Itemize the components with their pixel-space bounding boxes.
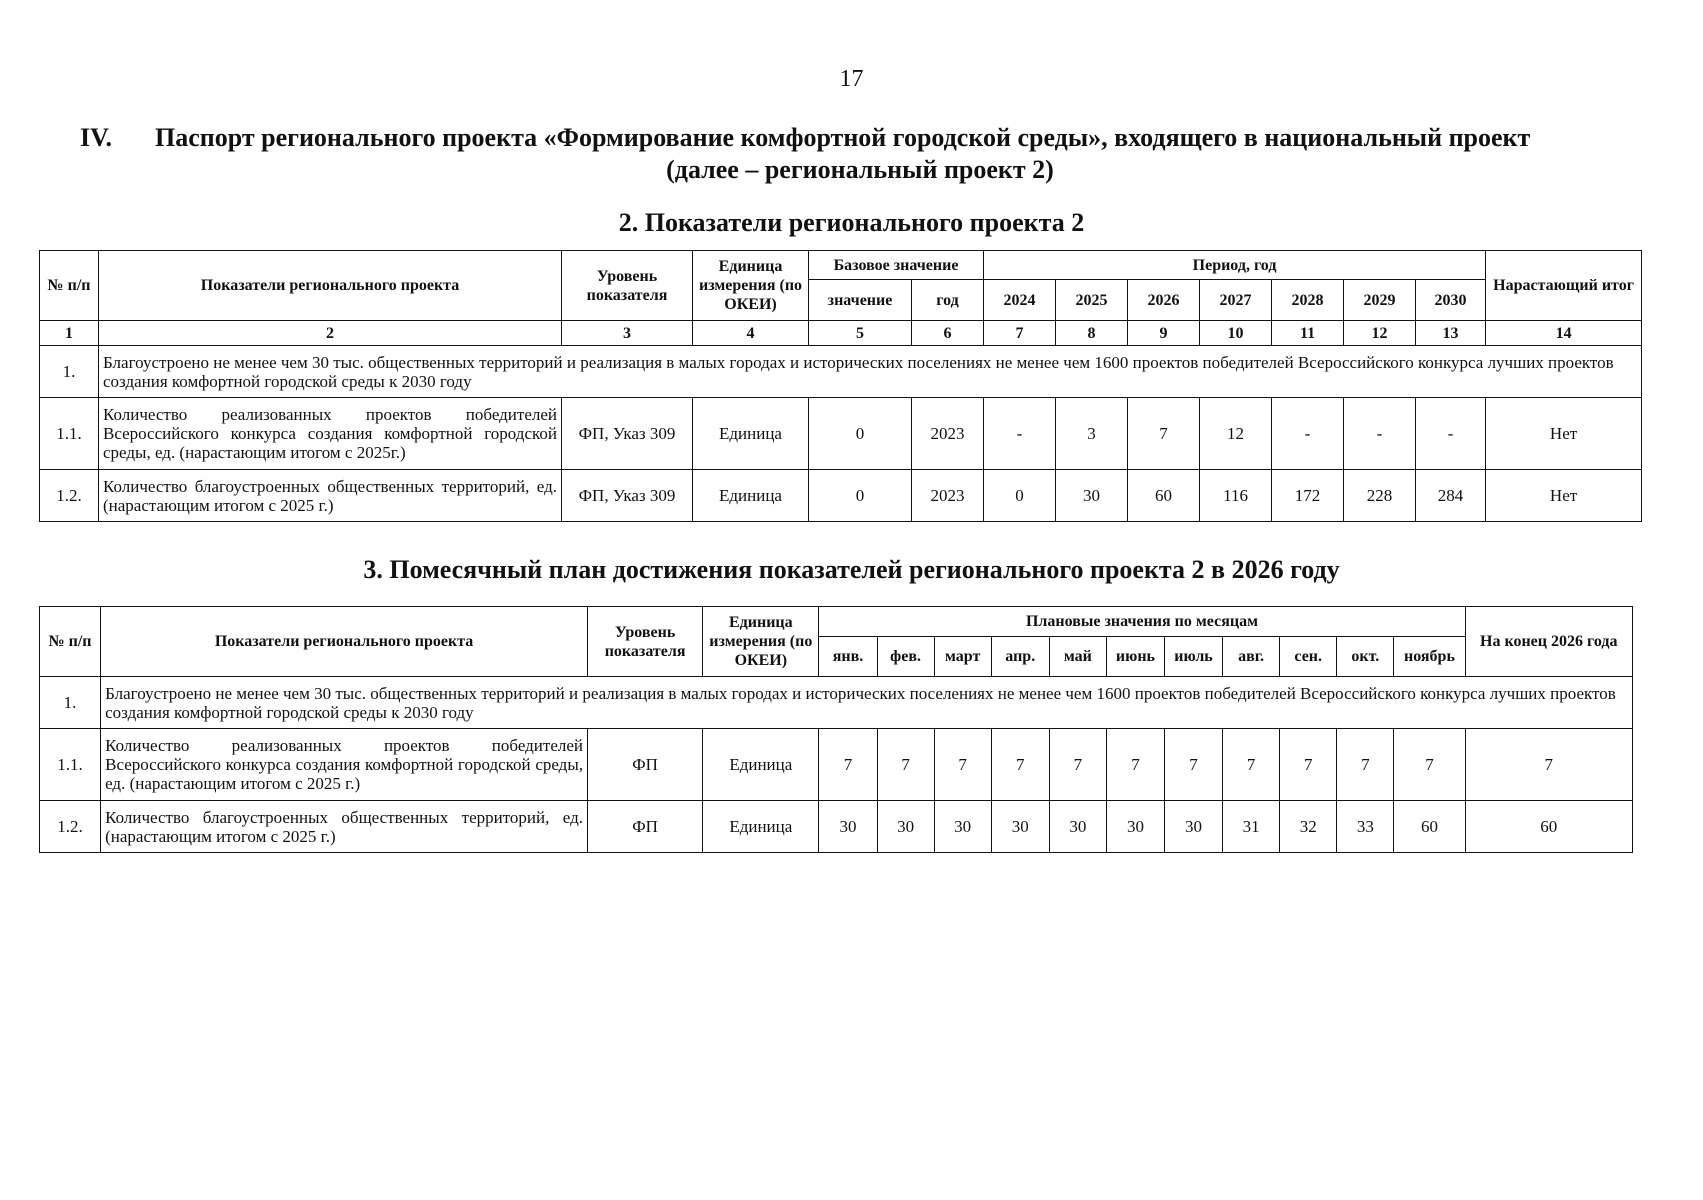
row-base-value: 0: [809, 470, 912, 522]
row-unit: Единица: [693, 398, 809, 470]
header-month: апр.: [991, 637, 1049, 677]
row-unit: Единица: [703, 729, 819, 801]
row-year-value: 172: [1272, 470, 1344, 522]
row-indicator-name: Количество благоустроенных общественных территорий, ед. (нарастающим итогом с 2025 г.): [99, 470, 562, 522]
row-year-value: 0: [984, 470, 1056, 522]
table-row: [40, 729, 1633, 801]
row-year-end: 60: [1465, 801, 1632, 853]
column-index: 9: [1128, 321, 1200, 346]
monthly-plan-table: [39, 606, 1633, 853]
table3-heading: 3. Помесячный план достижения показателей регионального проекта 2 в 2026 году: [363, 555, 1340, 584]
column-index: 7: [984, 321, 1056, 346]
row-month-value: 7: [877, 729, 934, 801]
row-base-year: 2023: [912, 398, 984, 470]
row-month-value: 7: [819, 729, 877, 801]
header-base: Базовое значение: [809, 251, 984, 280]
row-level: ФП, Указ 309: [562, 398, 693, 470]
header-indicator: Показатели регионального проекта: [99, 251, 562, 321]
row-year-value: -: [1344, 398, 1416, 470]
column-index-row: [40, 321, 1642, 346]
row-num: 1.1.: [40, 729, 101, 801]
row-year-value: -: [984, 398, 1056, 470]
header-year: 2024: [984, 280, 1056, 321]
column-index: 12: [1344, 321, 1416, 346]
header-indicator: Показатели регионального проекта: [101, 607, 588, 677]
header-cumulative: Нарастающий итог: [1486, 251, 1642, 321]
header-num: № п/п: [40, 251, 99, 321]
header-year: 2025: [1056, 280, 1128, 321]
row-indicator-name: Количество реализованных проектов победителей Всероссийского конкурса создания комфортной городской среды, ед. (нарастающим итогом с 2025 г.): [101, 729, 588, 801]
row-month-value: 7: [991, 729, 1049, 801]
header-month: янв.: [819, 637, 877, 677]
header-month: март: [934, 637, 991, 677]
row-base-year: 2023: [912, 470, 984, 522]
row-num: 1.2.: [40, 801, 101, 853]
header-month: май: [1049, 637, 1106, 677]
goal-row: [40, 346, 1642, 398]
row-year-value: 12: [1200, 398, 1272, 470]
row-month-value: 32: [1280, 801, 1337, 853]
table-row: [40, 398, 1642, 470]
goal-num: 1.: [40, 677, 101, 729]
header-base-year: год: [912, 280, 984, 321]
row-unit: Единица: [703, 801, 819, 853]
goal-text: Благоустроено не менее чем 30 тыс. общественных территорий и реализация в малых городах и исторических поселениях не менее чем 1600 проектов победителей Всероссийского конкурса лучших проектов создания комфортной городской среды к 2030 году: [99, 346, 1642, 398]
row-month-value: 33: [1337, 801, 1394, 853]
row-month-value: 30: [934, 801, 991, 853]
row-month-value: 7: [1280, 729, 1337, 801]
row-month-value: 7: [1394, 729, 1465, 801]
header-year: 2028: [1272, 280, 1344, 321]
row-month-value: 30: [1106, 801, 1164, 853]
header-month: окт.: [1337, 637, 1394, 677]
header-unit: Единица измерения (по ОКЕИ): [693, 251, 809, 321]
row-month-value: 31: [1223, 801, 1280, 853]
table2-heading: 2. Показатели регионального проекта 2: [618, 208, 1085, 237]
indicators-table: [39, 250, 1642, 522]
column-index: 11: [1272, 321, 1344, 346]
page-number: 17: [839, 66, 864, 92]
section-number: IV.: [80, 123, 113, 152]
header-year: 2030: [1416, 280, 1486, 321]
header-level: Уровень показателя: [562, 251, 693, 321]
row-level: ФП: [588, 729, 703, 801]
header-month: авг.: [1223, 637, 1280, 677]
table-row: [40, 470, 1642, 522]
row-cumulative: Нет: [1486, 398, 1642, 470]
header-year: 2027: [1200, 280, 1272, 321]
row-level: ФП, Указ 309: [562, 470, 693, 522]
row-indicator-name: Количество реализованных проектов победителей Всероссийского конкурса создания комфортной городской среды, ед. (нарастающим итогом с 2025г.): [99, 398, 562, 470]
section-title-line1: Паспорт регионального проекта «Формирование комфортной городской среды», входящего в национальный проект: [155, 123, 1531, 152]
row-unit: Единица: [693, 470, 809, 522]
row-indicator-name: Количество благоустроенных общественных территорий, ед. (нарастающим итогом с 2025 г.): [101, 801, 588, 853]
row-base-value: 0: [809, 398, 912, 470]
column-index: 8: [1056, 321, 1128, 346]
column-index: 14: [1486, 321, 1642, 346]
goal-num: 1.: [40, 346, 99, 398]
row-year-end: 7: [1465, 729, 1632, 801]
row-year-value: -: [1272, 398, 1344, 470]
row-month-value: 7: [1337, 729, 1394, 801]
row-month-value: 30: [877, 801, 934, 853]
row-month-value: 30: [819, 801, 877, 853]
header-level: Уровень показателя: [588, 607, 703, 677]
row-year-value: 116: [1200, 470, 1272, 522]
header-year-end: На конец 2026 года: [1465, 607, 1632, 677]
row-month-value: 7: [1223, 729, 1280, 801]
header-year: 2029: [1344, 280, 1416, 321]
table-row: [40, 801, 1633, 853]
row-year-value: -: [1416, 398, 1486, 470]
header-base-value: значение: [809, 280, 912, 321]
goal-text: Благоустроено не менее чем 30 тыс. общественных территорий и реализация в малых городах и исторических поселениях не менее чем 1600 проектов победителей Всероссийского конкурса лучших проектов создания комфортной городской среды к 2030 году: [101, 677, 1633, 729]
goal-row: [40, 677, 1633, 729]
column-index: 13: [1416, 321, 1486, 346]
row-year-value: 3: [1056, 398, 1128, 470]
row-month-value: 30: [1164, 801, 1222, 853]
row-year-value: 30: [1056, 470, 1128, 522]
header-num: № п/п: [40, 607, 101, 677]
row-month-value: 7: [1106, 729, 1164, 801]
header-month: июль: [1164, 637, 1222, 677]
row-level: ФП: [588, 801, 703, 853]
row-month-value: 30: [991, 801, 1049, 853]
header-month: сен.: [1280, 637, 1337, 677]
row-month-value: 30: [1049, 801, 1106, 853]
column-index: 3: [562, 321, 693, 346]
row-year-value: 228: [1344, 470, 1416, 522]
column-index: 4: [693, 321, 809, 346]
row-month-value: 60: [1394, 801, 1465, 853]
column-index: 1: [40, 321, 99, 346]
column-index: 5: [809, 321, 912, 346]
row-num: 1.2.: [40, 470, 99, 522]
row-year-value: 60: [1128, 470, 1200, 522]
row-num: 1.1.: [40, 398, 99, 470]
row-month-value: 7: [1164, 729, 1222, 801]
row-month-value: 7: [934, 729, 991, 801]
column-index: 6: [912, 321, 984, 346]
header-month: ноябрь: [1394, 637, 1465, 677]
column-index: 10: [1200, 321, 1272, 346]
header-planned: Плановые значения по месяцам: [819, 607, 1465, 637]
row-month-value: 7: [1049, 729, 1106, 801]
header-month: июнь: [1106, 637, 1164, 677]
header-year: 2026: [1128, 280, 1200, 321]
row-cumulative: Нет: [1486, 470, 1642, 522]
section-title-line2: (далее – региональный проект 2): [666, 155, 1054, 184]
header-unit: Единица измерения (по ОКЕИ): [703, 607, 819, 677]
row-year-value: 7: [1128, 398, 1200, 470]
header-month: фев.: [877, 637, 934, 677]
column-index: 2: [99, 321, 562, 346]
row-year-value: 284: [1416, 470, 1486, 522]
header-period: Период, год: [984, 251, 1486, 280]
